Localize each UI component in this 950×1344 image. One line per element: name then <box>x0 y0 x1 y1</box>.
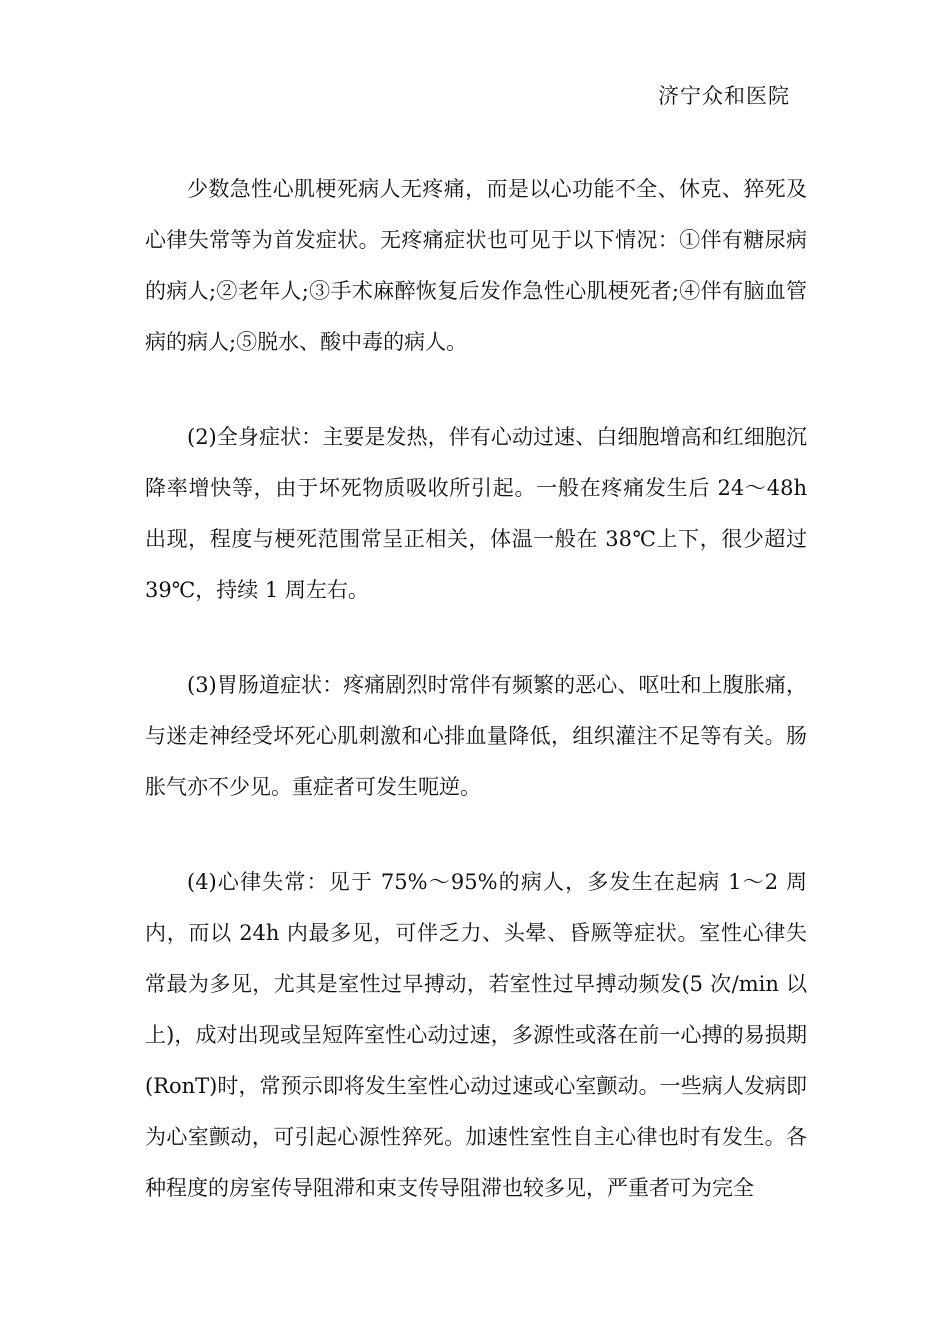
paragraph-systemic-symptoms: (2)全身症状：主要是发热，伴有心动过速、白细胞增高和红细胞沉降率增快等，由于坏死物质吸收所引起。一般在疼痛发生后 24～48h 出现，程度与梗死范围常呈正相关，体温一般在 38℃上下，很少超过 39℃，持续 1 周左右。 <box>145 425 807 602</box>
paragraph-gastrointestinal-symptoms: (3)胃肠道症状：疼痛剧烈时常伴有频繁的恶心、呕吐和上腹胀痛，与迷走神经受坏死心肌刺激和心排血量降低，组织灌注不足等有关。肠胀气亦不少见。重症者可发生呃逆。 <box>145 673 807 799</box>
document-body <box>145 164 807 1214</box>
hospital-name-header: 济宁众和医院 <box>658 84 790 108</box>
paragraph-arrhythmia: (4)心律失常：见于 75%～95%的病人，多发生在起病 1～2 周内，而以 24h 内最多见，可伴乏力、头晕、昏厥等症状。室性心律失常最为多见，尤其是室性过早搏动，若室性过早搏动频发(5 次/min 以上)，成对出现或呈短阵室性心动过速，多源性或落在前一心搏的易损期(RonT)时，常预示即将发生室性心动过速或心室颤动。一些病人发病即为心室颤动，可引起心源性猝死。加速性室性自主心律也时有发生。各种程度的房室传导阻滞和束支传导阻滞也较多见，严重者可为完全 <box>145 870 807 1200</box>
paragraph-painless-mi: 少数急性心肌梗死病人无疼痛，而是以心功能不全、休克、猝死及心律失常等为首发症状。无疼痛症状也可见于以下情况：①伴有糖尿病的病人;②老年人;③手术麻醉恢复后发作急性心肌梗死者;④伴有脑血管病的病人;⑤脱水、酸中毒的病人。 <box>145 177 807 354</box>
